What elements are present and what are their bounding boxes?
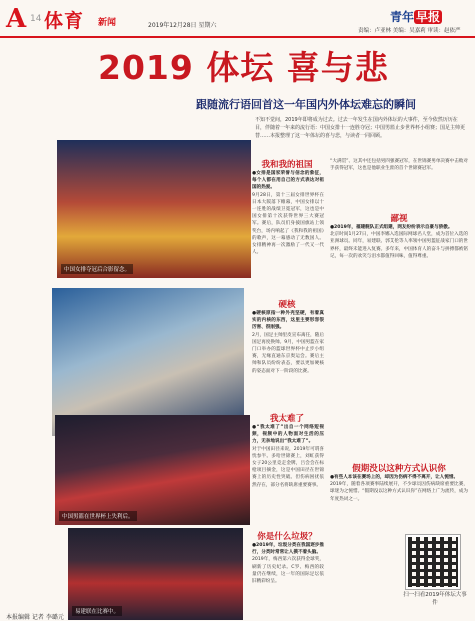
photo-caption: 中国女排夺冠后合影留念。 (61, 264, 133, 274)
section-text: 对于中国田径来说，2019年可谓喜忧参半。多哈世锦赛上，刘虹获得女子20公里竞走金牌，吕会会在标枪项目摘金，这是中国田径在世锦赛上的历史性突破。但伤病困扰依然存在，部分名将缺席重要赛事。 (252, 446, 324, 488)
section-heading: 硬核 (278, 300, 296, 310)
issue-date: 2019年12月28日 星期六 (148, 22, 217, 29)
section-subtitle: 新闻 (98, 18, 117, 28)
logo-text: 青年 (390, 10, 415, 24)
section-text: 北京时间1月27日，中国李娜入选国际网球名人堂，成为首位入选的亚洲球员。同年，易建联、郭艾伦等人率领中国男篮征战家门口的世界杯，最终未能进入复赛。多年来，中国体育人的奋斗与拼搏都被铭记，每一次的欢笑与泪水都值得回味，值得尊重。 (330, 232, 468, 259)
section-body (252, 310, 324, 405)
paper-logo (390, 8, 442, 25)
section-heading: 我和我的祖国 (261, 160, 313, 170)
qr-caption: 扫一扫看2019年体坛大事件 (403, 592, 467, 606)
section-body (252, 542, 324, 614)
editors-credit: 责编：卢亚林 美编：吴嘉莉 审读：赵依严 (358, 28, 461, 34)
volleyball-photo (57, 140, 251, 278)
section-lead: ●女排是国家荣誉与信念的象征，每个人都在用自己的方式表达对祖国的热爱。 (252, 171, 324, 191)
intro-text: 不知不觉间，2019年即将成为过去。过去一年发生在国内外体坛的大事件，至今依然历历在目，伴随着一年来的流行语：中国女排十一连胜夺冠；中国男篮止步世界杯小组赛；国足主帅更替……本报整理了这一年体坛的喜与悲，与读者一同回顾。 (255, 117, 466, 139)
section-text: 9月28日，第十三届女排世界杯在日本大阪落下帷幕，中国女排以十一连胜的战绩卫冕冠军，这也是中国女排第十次获得世界三大赛冠军。赛后，队员们身披国旗站上领奖台，场内响起了《我和我的祖国》的歌声，这一幕感动了无数国人。女排精神再一次激励了一代又一代人。 (252, 192, 324, 256)
section-heading: 鄙视 (390, 214, 408, 224)
player-photo (68, 528, 243, 620)
section-lead: ●有些人本该在赛场上的，却因为伤病不得不离开，让人惋惜。 (330, 475, 459, 480)
photo-caption: 中国男篮在世界杯上失利后。 (59, 511, 137, 521)
page-number: 14 (30, 14, 42, 24)
logo-mark: 早报 (416, 10, 441, 24)
section-text: 2019年，随着各项赛事陆续展开，不少球员因伤病缺席重要比赛，球迷为之惋惜。“假期没以这种方式认识你”在网络上广为流传，成为年度热词之一。 (330, 482, 468, 502)
section-title: 体育 (44, 10, 85, 32)
section-body (330, 224, 468, 454)
page-subtitle: 跟随流行语回首这一年国内外体坛难忘的瞬间 (196, 98, 416, 111)
section-text: 2019年，梅西第六次获得金球奖，刷新了历史纪录。C罗、梅西的较量仍在继续，这一年的国际足坛依旧精彩纷呈。 (252, 557, 324, 585)
footer-credit: 本报编辑 记者 李璐元 (6, 614, 64, 621)
section-lead: ●硬核原指一种外壳坚硬，有着真实的内核的东西，这里主要形容很厉害、很刚强。 (252, 311, 324, 331)
section-heading: 假期没以这种方式认识你 (352, 464, 446, 474)
photo-caption: 易建联在比赛中。 (72, 606, 122, 616)
page-title: 2019 体坛 喜与悲 (98, 48, 389, 87)
header-rule (0, 36, 475, 38)
section-lead: ●2019年，福建舰队正式组建，网友纷纷表示自豪与骄傲。 (330, 225, 453, 230)
section-lead: ●2019年，垃圾分类在我国逐步推行，分类时常常让人摸不着头脑。 (252, 543, 324, 556)
right-column-top: “大满贯”、这其中还包括男四强赛冠军，在世锦赛男单决赛中击败对手获得冠军，这也是他职业生涯的首个世锦赛冠军。 (330, 159, 468, 172)
basketball-photo (55, 415, 250, 525)
qr-code[interactable] (406, 535, 460, 589)
section-heading: 我太难了 (269, 414, 304, 424)
section-body (252, 170, 324, 280)
section-heading: 你是什么垃圾？ (257, 532, 317, 542)
section-lead: ●“我太难了”出自一个网络短视频，视频中的人物面对生活的压力，无奈地说出“我太难了”。 (252, 425, 324, 445)
page-letter: A (6, 4, 27, 34)
section-text: 2月，国足主帅里皮宣布离任，随后国足再度换帅。9月，中国男篮在家门口举办的篮球世界杯中止步小组赛，无缘直通东京奥运会。赛后主帅和队员纷纷表态，要以更加硬核的姿态面对下一阶段的比赛。 (252, 332, 324, 374)
section-body (252, 424, 324, 524)
coach-photo (52, 288, 244, 436)
section-body (330, 474, 468, 530)
